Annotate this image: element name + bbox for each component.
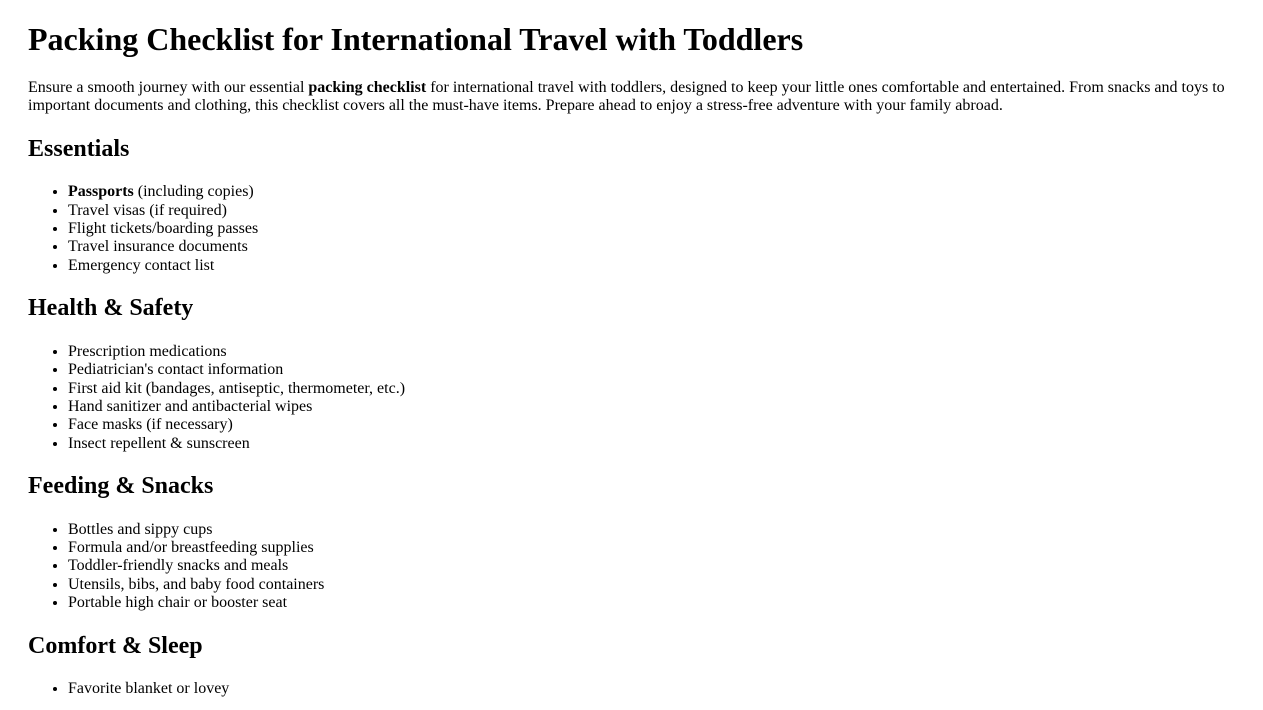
checklist-feeding-snacks: [28, 521, 1235, 613]
list-item: • Prescription medications: [68, 343, 1235, 361]
section-heading-essentials: Essentials: [28, 135, 130, 162]
list-item: • First aid kit (bandages, antiseptic, thermometer, etc.): [68, 380, 1235, 398]
section-essentials: [28, 136, 1235, 276]
list-item: • Face masks (if necessary): [68, 416, 1235, 434]
list-item: • Utensils, bibs, and baby food containers: [68, 576, 1235, 594]
section-feeding-snacks: [28, 473, 1235, 613]
list-item-rest: (including copies): [133, 183, 254, 201]
list-item: • Pediatrician's contact information: [68, 361, 1235, 379]
list-item-bold: Passports: [68, 183, 134, 201]
checklist-essentials: [28, 183, 1235, 275]
section-comfort-sleep: [28, 633, 1235, 699]
intro-bold-term: packing checklist: [308, 78, 427, 96]
intro-paragraph: [28, 79, 1235, 116]
page-title: Packing Checklist for International Travel with Toddlers: [28, 21, 804, 57]
list-item: • Travel visas (if required): [68, 202, 1235, 220]
checklist-comfort-sleep: [28, 680, 1235, 698]
document-page: [8, 21, 1255, 699]
checklist-health-safety: [28, 343, 1235, 453]
section-heading-comfort-sleep: Comfort & Sleep: [28, 632, 203, 659]
list-item: • Toddler-friendly snacks and meals: [68, 557, 1235, 575]
intro-lead: Ensure a smooth journey with our essential: [28, 78, 309, 96]
list-item: • Flight tickets/boarding passes: [68, 220, 1235, 238]
intro-rest: for international travel with toddlers, designed to keep your little ones comfortable and entertained. From snacks and toys to important documents and clothing, this checklist covers all the must-have items. Prepare ahead to enjoy a stress-free adventure with your family abroad.: [28, 78, 1225, 115]
list-item: • Hand sanitizer and antibacterial wipes: [68, 398, 1235, 416]
section-heading-health-safety: Health & Safety: [28, 295, 194, 322]
list-item: • Travel insurance documents: [68, 238, 1235, 256]
list-item: [68, 183, 1235, 201]
list-item: • Favorite blanket or lovey: [68, 680, 1235, 698]
list-item: • Emergency contact list: [68, 257, 1235, 275]
list-item: • Formula and/or breastfeeding supplies: [68, 539, 1235, 557]
list-item: • Insect repellent & sunscreen: [68, 435, 1235, 453]
section-health-safety: [28, 295, 1235, 453]
list-item: • Portable high chair or booster seat: [68, 594, 1235, 612]
list-item: • Bottles and sippy cups: [68, 521, 1235, 539]
section-heading-feeding-snacks: Feeding & Snacks: [28, 473, 214, 500]
